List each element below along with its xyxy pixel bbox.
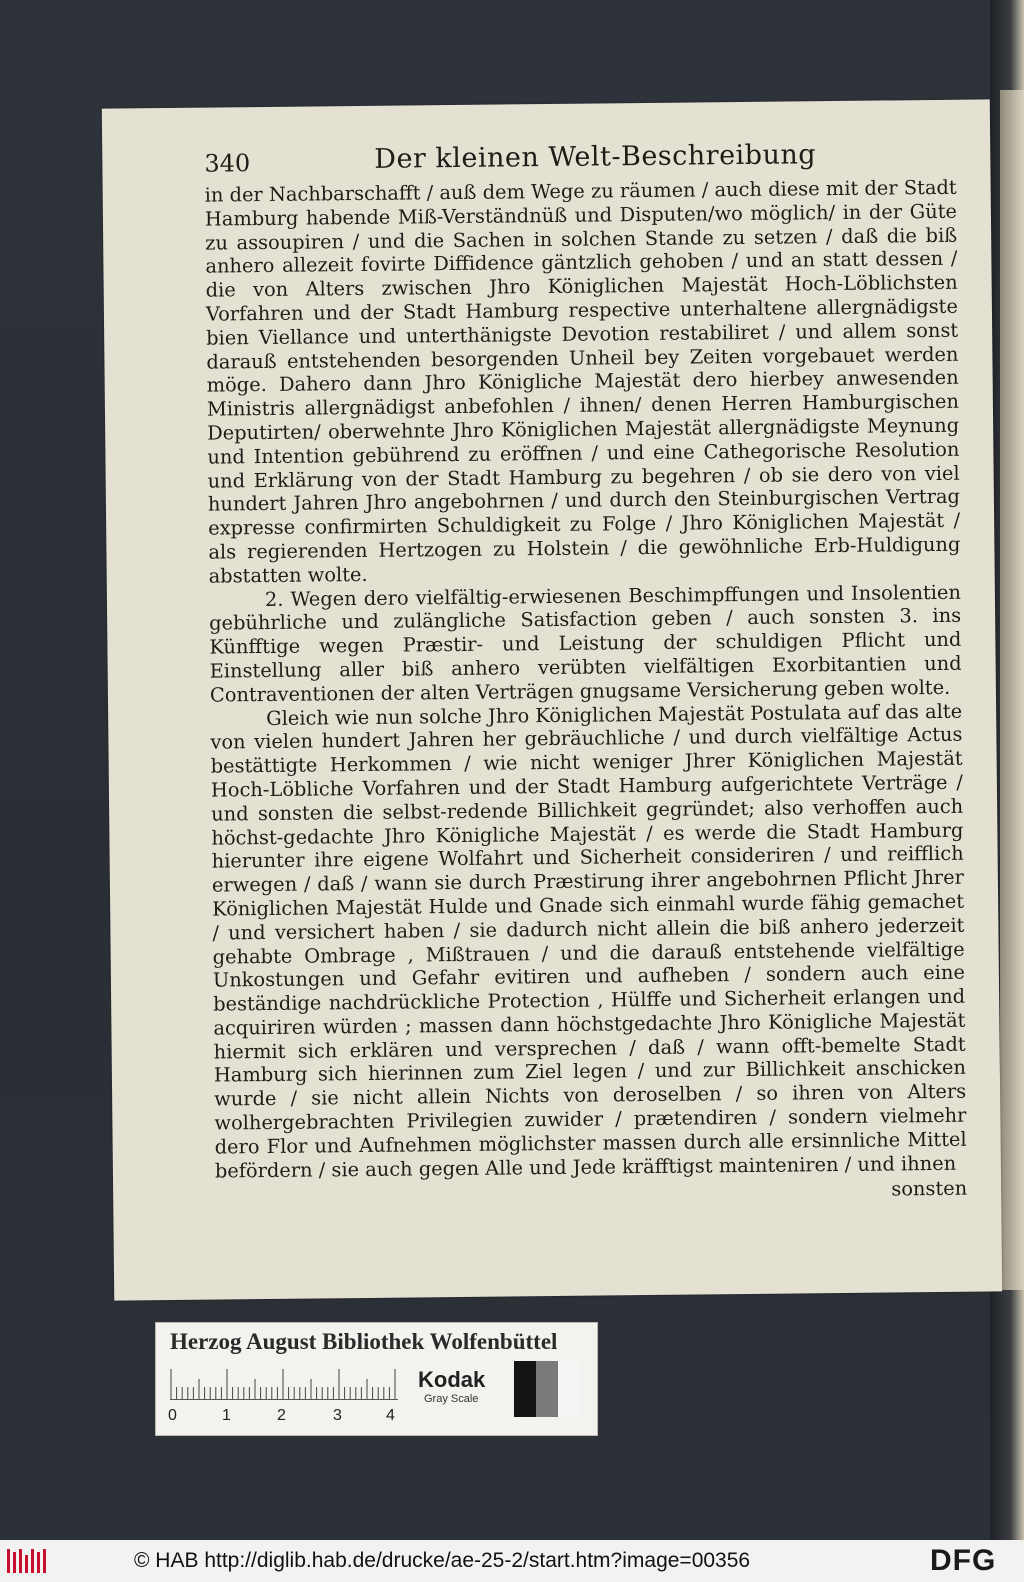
- color-target-card: [155, 1322, 598, 1436]
- ruler-number: 2: [277, 1407, 286, 1424]
- ruler: [170, 1369, 398, 1400]
- ruler-number: 3: [333, 1407, 342, 1424]
- running-head: Der kleinen Welt-Beschreibung: [374, 139, 817, 175]
- paragraph: 2. Wegen dero vielfältig-erwiesenen Beschimpffungen und Insolentien gebührliche und zulängliche Satisfaction geben / auch sonsten 3. ins Künfftige wegen Præstir- und Leistung der schuldigen Pflicht und Einstellung aller biß anhero verübten vielfältigen Exorbitantien und Contraventionen der alten Verträgen gnugsame Versicherung geben wolte.: [209, 580, 962, 707]
- hab-logo-icon: [6, 1547, 48, 1575]
- ruler-ticks: [170, 1369, 398, 1399]
- ruler-number: 4: [386, 1407, 395, 1424]
- catchword: sonsten: [891, 1177, 968, 1201]
- footer-bar: [0, 1540, 1024, 1582]
- swatch-gray: [536, 1361, 558, 1417]
- dfg-logo: DFG: [930, 1544, 997, 1577]
- body-text: [205, 176, 967, 1183]
- gray-scale-label: Gray Scale: [424, 1393, 479, 1405]
- library-name: Herzog August Bibliothek Wolfenbüttel: [170, 1329, 558, 1354]
- swatch-white: [558, 1361, 580, 1417]
- paragraph: Gleich wie nun solche Jhro Königlichen Majestät Postulata auf das alte von vielen hundert Jahren her gebräuchliche / und durch vielfältige Actus bestättigte Herkommen / wie nicht weniger Jhrer Königlichen Majestät Hoch-Löbliche Vorfahren und der Stadt Hamburg aufgerichtete Verträge / und sonsten die selbst-redende Billichkeit gegründet; also verhoffen auch höchst-gedachte Jhro Königliche Majestät / es werde die Stadt Hamburg hierunter ihre eigene Wolfahrt und Sicherheit consideriren / und reifflich erwegen / daß / wann sie durch Præstirung ihrer angebohrnen Pflicht Jhrer Königlichen Majestät Hulde und Gnade sich einmahl wurde fähig gemachet / und versichert haben / sie dadurch nicht allein die biß anhero jederzeit gehabte Ombrage , Mißtrauen / und die darauß entstehende vielfältige Unkostungen und Gefahr evitiren und aufheben / sondern auch eine beständige nachdrückliche Protection , Hülffe und Sicherheit erlangen und acquiriren würden ; massen dann höchstgedachte Jhro Königliche Majestät hiermit sich erklären und versprechen / daß / wann offt-bemelte Stadt Hamburg sich hierinnen zum Ziel legen / und zur Billichkeit anschicken wurde / sie nicht allein Nichts von deroselben / so ihren von Alters wolhergebrachten Privilegien zuwider / prætendiren / sondern vielmehr dero Flor und Aufnehmen möglichster massen durch alle ersinnliche Mittel befördern / sie auch gegen Alle und Jede kräfftigst mainteniren / und ihnen: [210, 699, 967, 1183]
- page-number: 340: [204, 149, 251, 178]
- copyright-link[interactable]: © HAB http://diglib.hab.de/drucke/ae-25-2/start.htm?image=00356: [134, 1549, 751, 1572]
- page-content: [204, 136, 967, 1244]
- swatch-black: [514, 1361, 536, 1417]
- ruler-number: 1: [222, 1407, 231, 1424]
- page-header: [204, 136, 956, 184]
- kodak-logo: Kodak: [418, 1367, 486, 1392]
- ruler-number: 0: [168, 1407, 177, 1424]
- book-page: [102, 99, 1002, 1300]
- gray-scale-swatches: [514, 1361, 580, 1417]
- paragraph: in der Nachbarschafft / auß dem Wege zu räumen / auch diese mit der Stadt Hamburg habende Miß-Verständnüß und Disputen/wo möglich/ in der Güte zu assoupiren / und die Sachen in solchen Stande zu setzen / daß die biß anhero allezeit fovirte Diffidence gäntzlich gehoben / und an statt dessen / die von Alters zwischen Jhro Königlichen Majestät Hoch-Löblichsten Vorfahren und der Stadt Hamburg respective unterhaltene allergnädigste bien Viellance und unterthänigste Devotion restabiliret / und allem sonst darauß entstehenden besorgenden Unheil bey Zeiten vorgebauet werden möge. Dahero dann Jhro Königliche Majestät dero hierbey anwesenden Ministris allergnädigst anbefohlen / ihnen/ denen Herren Hamburgischen Deputirten/ oberwehnte Jhro Königlichen Majestät allergnädigste Meynung und Intention gebührend zu eröffnen / und eine Cathegorische Resolution und Erklärung von der Stadt Hamburg zu begehren / ob sie dero von viel hundert Jahren Jhro angebohrnen / und durch den Steinburgischen Vertrag expresse confirmirten Schuldigkeit zu Folge / Jhro Königlichen Majestät / als regierenden Hertzogen zu Holstein / die gewöhnliche Erb-Huldigung abstatten wolte.: [204, 175, 961, 588]
- opposite-page-edge: [1000, 90, 1024, 1290]
